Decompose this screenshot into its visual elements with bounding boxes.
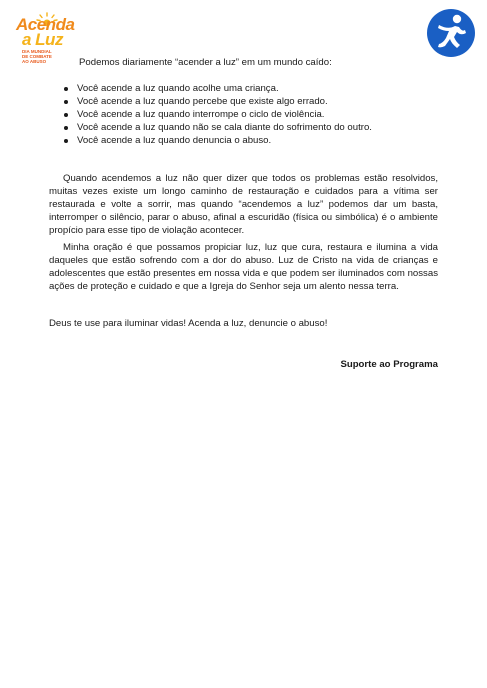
list-item	[63, 121, 372, 134]
bullet-dot-icon	[64, 87, 68, 91]
paragraph-light-meaning: Quando acendemos a luz não quer dizer que todos os problemas estão resolvidos, muitas vezes existe um longo caminho de restauração e cuidados para a vítima ser restaurada e volte a sorrir, mas quando “acendemos a luz” podemos dar um basta, interromper o silêncio, parar o abuso, afinal a escuridão (física ou simbólica) é o ambiente propício para esse tipo de violação acontecer.	[49, 173, 438, 236]
list-item-text: Você acende a luz quando interrompe o ciclo de violência.	[77, 109, 325, 120]
logo-title-line2: a Luz	[22, 30, 63, 49]
list-item	[63, 134, 372, 147]
list-item-text: Você acende a luz quando percebe que existe algo errado.	[77, 96, 328, 107]
list-item	[63, 82, 372, 95]
leaping-figure-icon	[426, 8, 476, 58]
bullet-dot-icon	[64, 100, 68, 104]
bullet-dot-icon	[64, 139, 68, 143]
list-item	[63, 108, 372, 121]
bullet-list	[63, 82, 372, 147]
logo-tagline: DIA MUNDIAL DE COMBATE AO ABUSO	[22, 49, 52, 64]
acenda-a-luz-logo	[16, 12, 78, 64]
paragraph-prayer: Minha oração é que possamos propiciar luz, luz que cura, restaura e ilumina a vida daqueles que estão sofrendo com a dor do abuso. Luz de Cristo na vida de crianças e adolescentes que estão presentes em nossa vida e que podem ser iluminados com nossas ações de proteção e cuidado e que a Igreja do Senhor seja um alento nessa terra.	[49, 242, 438, 292]
list-item-text: Você acende a luz quando acolhe uma criança.	[77, 83, 279, 94]
list-item	[63, 95, 372, 108]
paragraph-closing: Deus te use para iluminar vidas! Acenda a luz, denuncie o abuso!	[49, 318, 328, 329]
signature: Suporte ao Programa	[340, 359, 438, 370]
logo-title-line1: Acenda	[16, 15, 75, 34]
list-item-text: Você acende a luz quando denuncia o abuso.	[77, 135, 272, 146]
bullet-dot-icon	[64, 126, 68, 130]
list-item-text: Você acende a luz quando não se cala diante do sofrimento do outro.	[77, 122, 372, 133]
bullet-dot-icon	[64, 113, 68, 117]
intro-line: Podemos diariamente “acender a luz” em um mundo caído:	[79, 57, 332, 68]
